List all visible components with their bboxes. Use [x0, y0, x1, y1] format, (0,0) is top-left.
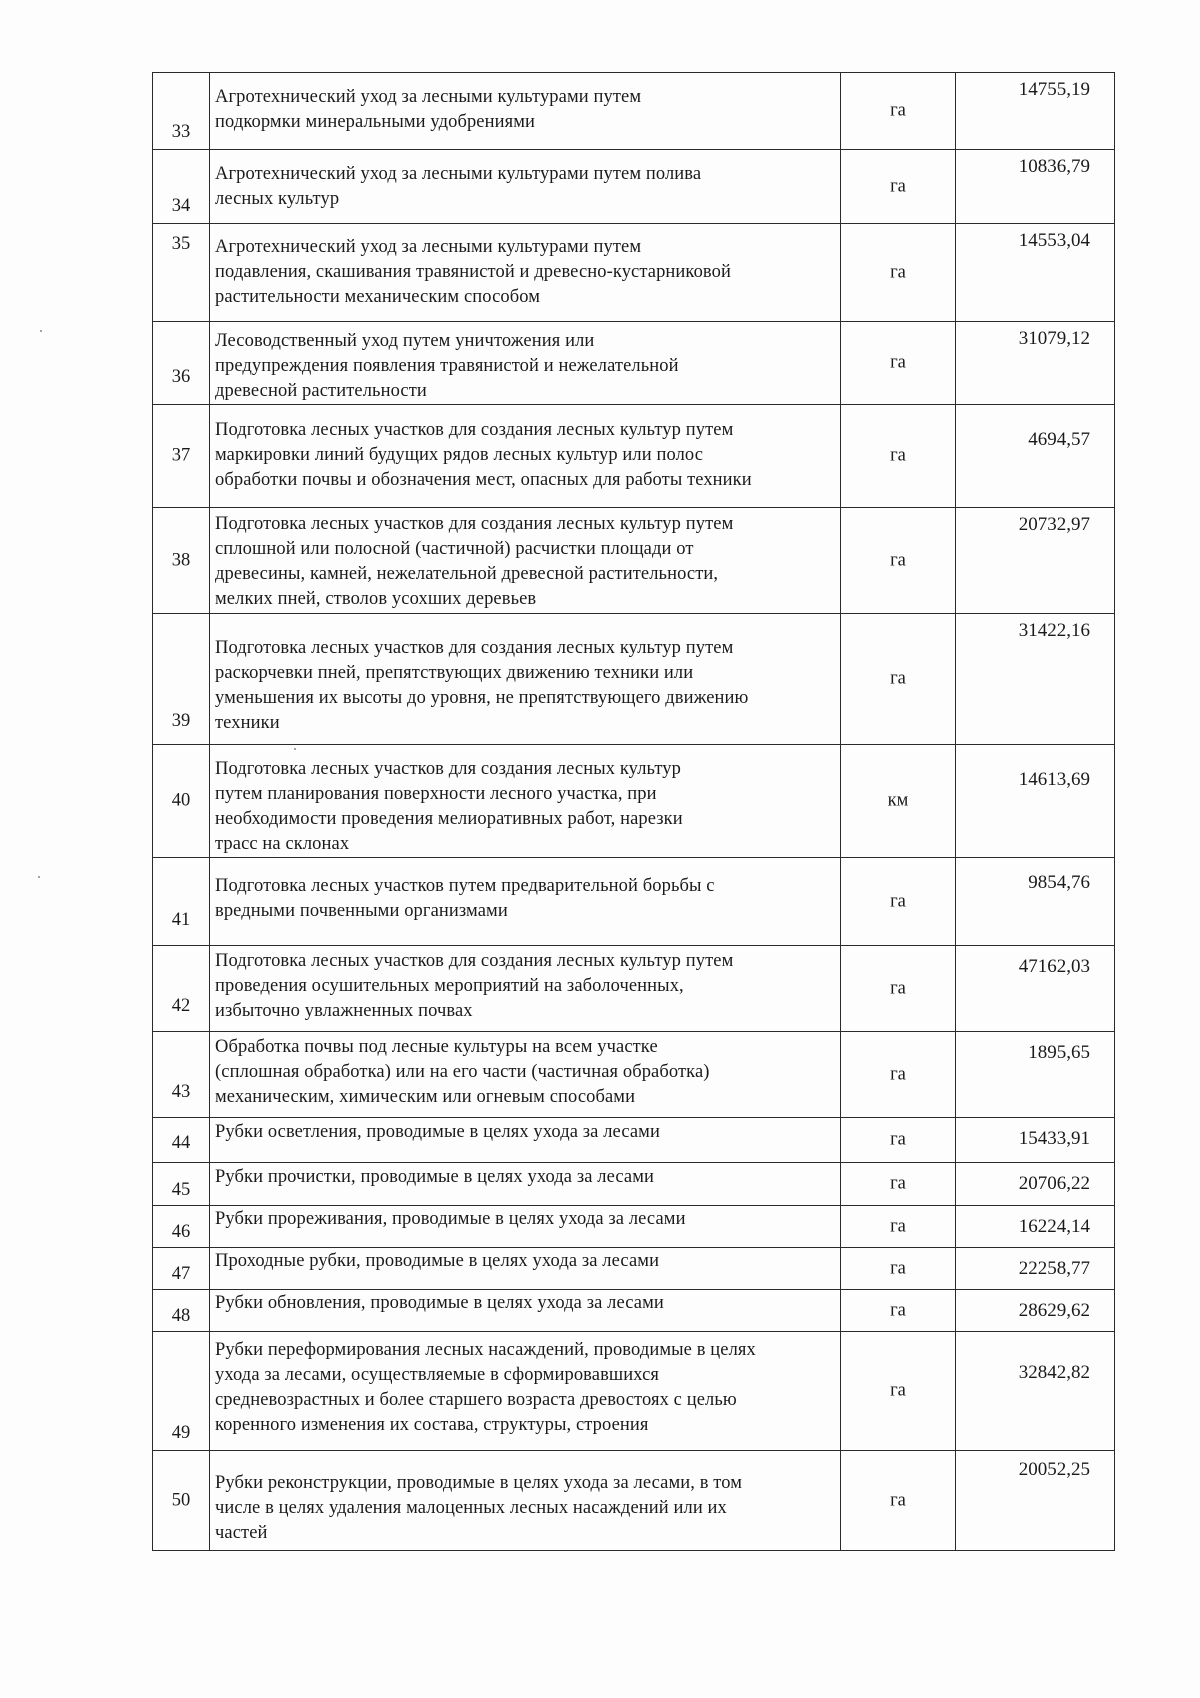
unit-of-measure: га	[890, 1173, 906, 1194]
work-description: Подготовка лесных участков для создания лесных культур путем сплошной или полосной (частичной) расчистки площади от древесины, камней, нежелательной древесной растительности, мелких пней, стволов усохших деревьев	[215, 514, 734, 609]
unit-of-measure: га	[890, 1216, 906, 1236]
works-table	[152, 72, 1115, 1551]
unit-of-measure: га	[890, 1258, 906, 1278]
value-cell	[956, 1451, 1115, 1551]
row-number-cell	[153, 150, 210, 224]
row-number-cell	[153, 1248, 210, 1290]
row-number-cell	[153, 1118, 210, 1163]
work-description: Рубки прочистки, проводимые в целях ухода за лесами	[215, 1167, 655, 1187]
row-number: 43	[171, 1082, 191, 1102]
unit-cell	[841, 1206, 956, 1248]
work-description: Подготовка лесных участков для создания лесных культур путем маркировки линий будущих рядов лесных культур или полос обработки почвы и обозначения мест, опасных для работы техники	[215, 420, 752, 490]
row-number-cell	[153, 858, 210, 946]
unit-cell	[841, 224, 956, 322]
unit-cell	[841, 1163, 956, 1206]
row-number: 37	[171, 445, 191, 466]
unit-of-measure: га	[890, 352, 906, 373]
unit-cell	[841, 745, 956, 858]
unit-cell	[841, 1118, 956, 1163]
unit-cell	[841, 858, 956, 946]
value: 1895,65	[1028, 1042, 1090, 1063]
table-row	[153, 1163, 1115, 1206]
row-number: 44	[171, 1133, 191, 1153]
value-cell	[956, 73, 1115, 150]
row-number-cell	[153, 322, 210, 405]
value: 20052,25	[1018, 1459, 1090, 1480]
description-cell	[210, 858, 841, 946]
row-number-cell	[153, 73, 210, 150]
description-cell	[210, 1290, 841, 1332]
value: 31422,16	[1018, 620, 1090, 641]
value: 14613,69	[1018, 769, 1090, 790]
table-row	[153, 150, 1115, 224]
unit-of-measure: га	[890, 176, 906, 196]
row-number-cell	[153, 1206, 210, 1248]
table-row	[153, 1206, 1115, 1248]
description-cell	[210, 1248, 841, 1290]
unit-cell	[841, 1248, 956, 1290]
row-number: 46	[171, 1222, 191, 1242]
table-row	[153, 224, 1115, 322]
unit-of-measure: га	[890, 550, 906, 570]
description-cell	[210, 1451, 841, 1551]
table-row	[153, 322, 1115, 405]
unit-of-measure: га	[890, 100, 906, 121]
value-cell	[956, 614, 1115, 745]
value: 14755,19	[1018, 79, 1090, 100]
description-cell	[210, 322, 841, 405]
scan-speck	[40, 330, 42, 332]
value-cell	[956, 1032, 1115, 1118]
table-row	[153, 1451, 1115, 1551]
unit-cell	[841, 1451, 956, 1551]
work-description: Рубки переформирования лесных насаждений, проводимые в целях ухода за лесами, осуществляемые в сформировавшихся средневозрастных и более старшего возраста древостоях с целью коренного изменения их состава, структуры, строения	[215, 1340, 756, 1435]
work-description: Подготовка лесных участков для создания лесных культур путем раскорчевки пней, препятствующих движению техники или уменьшения их высоты до уровня, не препятствующего движению техники	[215, 638, 749, 733]
table-row	[153, 1290, 1115, 1332]
value-cell	[956, 224, 1115, 322]
work-description: Рубки обновления, проводимые в целях ухода за лесами	[215, 1293, 664, 1313]
row-number-cell	[153, 1451, 210, 1551]
work-description: Рубки реконструкции, проводимые в целях ухода за лесами, в том числе в целях удаления малоценных лесных насаждений или их частей	[215, 1473, 743, 1543]
row-number-cell	[153, 1032, 210, 1118]
unit-of-measure: га	[890, 1300, 906, 1320]
table-row	[153, 946, 1115, 1032]
row-number-cell	[153, 614, 210, 745]
value-cell	[956, 1206, 1115, 1248]
table-row	[153, 858, 1115, 946]
value: 9854,76	[1028, 872, 1090, 893]
value-cell	[956, 946, 1115, 1032]
unit-cell	[841, 508, 956, 614]
work-description: Агротехнический уход за лесными культурами путем подкормки минеральными удобрениями	[215, 87, 642, 132]
table-row	[153, 508, 1115, 614]
unit-of-measure: га	[890, 891, 906, 911]
row-number: 38	[171, 550, 191, 570]
unit-of-measure: га	[890, 978, 906, 998]
row-number: 35	[171, 234, 191, 254]
work-description: Лесоводственный уход путем уничтожения или предупреждения появления травянистой и нежелательной древесной растительности	[215, 331, 679, 401]
value-cell	[956, 405, 1115, 508]
value-cell	[956, 508, 1115, 614]
row-number: 50	[171, 1490, 191, 1510]
unit-cell	[841, 73, 956, 150]
description-cell	[210, 1032, 841, 1118]
row-number-cell	[153, 405, 210, 508]
work-description: Подготовка лесных участков для создания лесных культур путем планирования поверхности лесного участка, при необходимости проведения мелиоративных работ, нарезки трасс на склонах	[215, 759, 683, 854]
value-cell	[956, 858, 1115, 946]
row-number: 34	[171, 196, 191, 216]
row-number: 45	[171, 1180, 191, 1200]
work-description: Проходные рубки, проводимые в целях ухода за лесами	[215, 1251, 660, 1271]
row-number: 36	[171, 367, 191, 387]
value: 32842,82	[1018, 1362, 1090, 1383]
unit-cell	[841, 946, 956, 1032]
value-cell	[956, 1248, 1115, 1290]
table-row	[153, 745, 1115, 858]
table-row	[153, 73, 1115, 150]
value: 20732,97	[1018, 514, 1090, 535]
unit-of-measure: га	[890, 1129, 906, 1150]
value: 31079,12	[1018, 328, 1090, 349]
description-cell	[210, 946, 841, 1032]
table-row	[153, 405, 1115, 508]
unit-of-measure: га	[890, 262, 906, 282]
unit-of-measure: га	[890, 668, 906, 689]
value: 22258,77	[1018, 1258, 1090, 1279]
unit-cell	[841, 150, 956, 224]
description-cell	[210, 405, 841, 508]
unit-cell	[841, 322, 956, 405]
value-cell	[956, 1118, 1115, 1163]
row-number: 42	[171, 996, 191, 1016]
table-row	[153, 1032, 1115, 1118]
description-cell	[210, 150, 841, 224]
value-cell	[956, 1290, 1115, 1332]
value: 47162,03	[1018, 956, 1090, 977]
value-cell	[956, 1332, 1115, 1451]
row-number: 47	[171, 1264, 191, 1284]
description-cell	[210, 508, 841, 614]
description-cell	[210, 73, 841, 150]
row-number: 39	[171, 711, 191, 731]
work-description: Рубки осветления, проводимые в целях ухода за лесами	[215, 1122, 660, 1142]
unit-of-measure: га	[890, 1064, 906, 1084]
scan-speck	[38, 876, 40, 878]
description-cell	[210, 1206, 841, 1248]
description-cell	[210, 1163, 841, 1206]
table-row	[153, 614, 1115, 745]
unit-of-measure: км	[887, 790, 909, 811]
row-number-cell	[153, 745, 210, 858]
unit-of-measure: га	[890, 1380, 906, 1401]
description-cell	[210, 1118, 841, 1163]
row-number-cell	[153, 1332, 210, 1451]
value: 20706,22	[1018, 1173, 1090, 1194]
description-cell	[210, 224, 841, 322]
work-description: Подготовка лесных участков путем предварительной борьбы с вредными почвенными организмами	[215, 876, 715, 921]
row-number: 33	[171, 122, 191, 142]
value-cell	[956, 322, 1115, 405]
value: 16224,14	[1018, 1216, 1090, 1237]
description-cell	[210, 1332, 841, 1451]
row-number: 41	[171, 910, 191, 930]
work-description: Агротехнический уход за лесными культурами путем полива лесных культур	[215, 164, 702, 209]
table-row	[153, 1118, 1115, 1163]
row-number-cell	[153, 224, 210, 322]
description-cell	[210, 745, 841, 858]
unit-cell	[841, 1332, 956, 1451]
work-description: Рубки прореживания, проводимые в целях ухода за лесами	[215, 1209, 686, 1229]
table-row	[153, 1332, 1115, 1451]
unit-cell	[841, 405, 956, 508]
row-number: 49	[171, 1423, 191, 1443]
unit-cell	[841, 1290, 956, 1332]
value: 10836,79	[1018, 156, 1090, 177]
row-number: 48	[171, 1306, 191, 1326]
unit-of-measure: га	[890, 1490, 906, 1510]
row-number-cell	[153, 1290, 210, 1332]
table-row	[153, 1248, 1115, 1290]
work-description: Обработка почвы под лесные культуры на всем участке (сплошная обработка) или на его части (частичная обработка) механическим, химическим или огневым способами	[215, 1037, 710, 1107]
work-description: Подготовка лесных участков для создания лесных культур путем проведения осушительных мероприятий на заболоченных, избыточно увлажненных почвах	[215, 951, 734, 1021]
work-description: Агротехнический уход за лесными культурами путем подавления, скашивания травянистой и древесно-кустарниковой растительности механическим способом	[215, 237, 731, 307]
value: 4694,57	[1028, 429, 1090, 450]
value-cell	[956, 1163, 1115, 1206]
row-number-cell	[153, 1163, 210, 1206]
value: 28629,62	[1018, 1300, 1090, 1321]
value: 14553,04	[1018, 230, 1090, 251]
value-cell	[956, 150, 1115, 224]
description-cell	[210, 614, 841, 745]
value: 15433,91	[1018, 1128, 1090, 1149]
unit-of-measure: га	[890, 445, 906, 466]
row-number-cell	[153, 508, 210, 614]
row-number: 40	[171, 790, 191, 811]
value-cell	[956, 745, 1115, 858]
unit-cell	[841, 614, 956, 745]
unit-cell	[841, 1032, 956, 1118]
row-number-cell	[153, 946, 210, 1032]
